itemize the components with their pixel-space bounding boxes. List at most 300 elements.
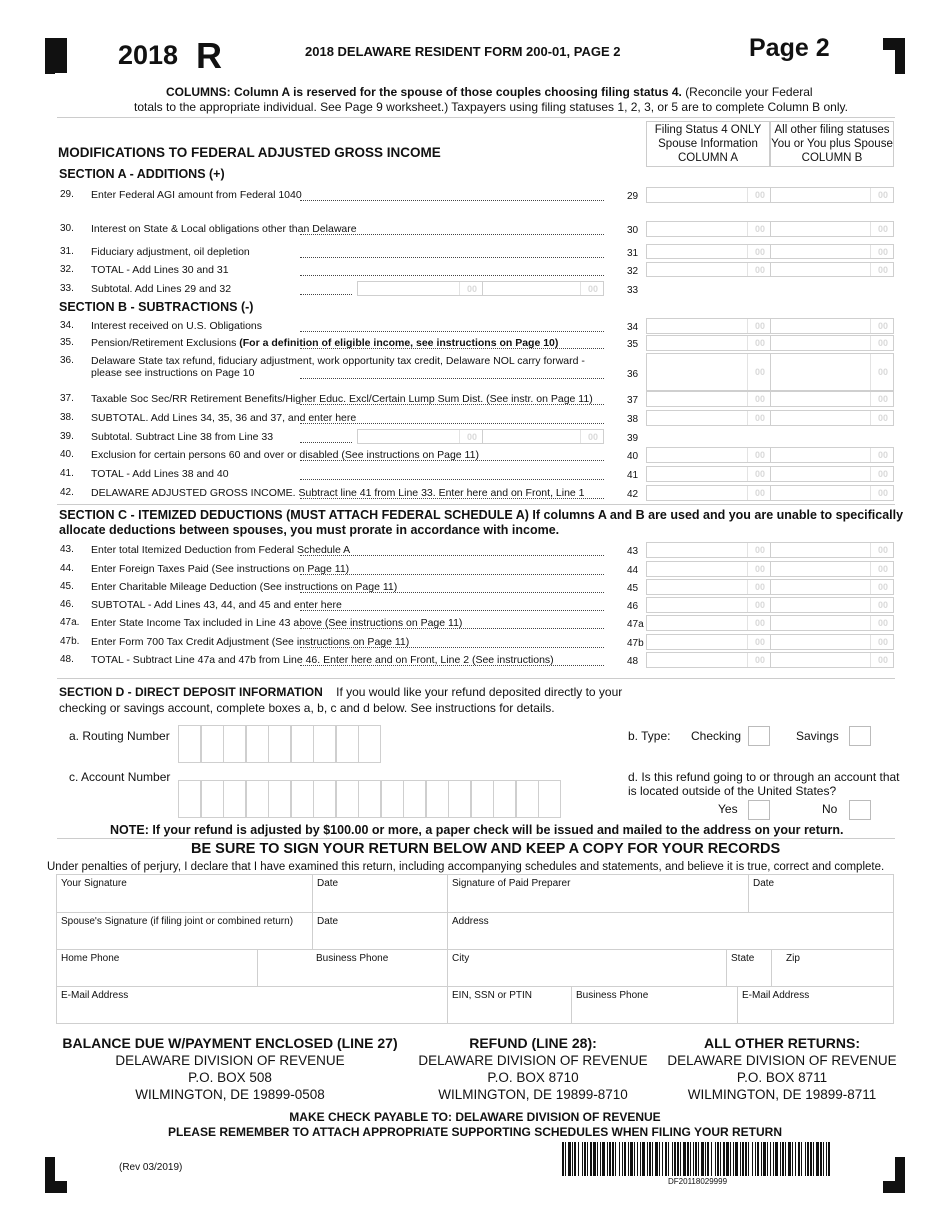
line-number: 41. — [60, 468, 74, 479]
routing-digit-box[interactable] — [313, 725, 336, 763]
routing-digit-box[interactable] — [291, 725, 314, 763]
line-description — [91, 283, 231, 295]
barcode-bar — [619, 1142, 620, 1176]
amount-column-b[interactable] — [770, 652, 894, 668]
barcode-bar — [801, 1142, 802, 1176]
amount-column-b[interactable] — [770, 447, 894, 463]
leader-dots — [300, 479, 604, 480]
amount-column-a[interactable] — [646, 597, 771, 613]
amount-column-b[interactable] — [770, 244, 894, 259]
refund-note: NOTE: If your refund is adjusted by $100.00 or more, a paper check will be issued and mailed to the address on your return. — [110, 823, 844, 837]
note-rule — [57, 838, 895, 839]
account-digit-box[interactable] — [313, 780, 336, 818]
amount-column-a-cents-divider — [747, 543, 748, 557]
barcode-bar — [763, 1142, 766, 1176]
line-number: 38. — [60, 412, 74, 423]
line-text: Enter Charitable Mileage Deduction (See instructions on Page 11) — [91, 581, 398, 593]
savings-label: Savings — [796, 729, 839, 743]
preparer-date-field[interactable] — [748, 874, 894, 913]
line-text-bold: (For a definition of eligible income, see instructions on Page 10) — [239, 337, 559, 349]
barcode-bar — [720, 1142, 721, 1176]
taxpayer-business-phone-field[interactable] — [257, 949, 448, 987]
line-reference: 46 — [627, 601, 639, 612]
address-line3: WILMINGTON, DE 19899-8710 — [438, 1087, 628, 1102]
barcode — [562, 1142, 832, 1176]
amount-column-b[interactable] — [770, 318, 894, 334]
amount-column-a-cents-divider — [747, 245, 748, 258]
account-digit-box[interactable] — [516, 780, 539, 818]
account-digit-box[interactable] — [358, 780, 381, 818]
foreign-no-label: No — [822, 802, 838, 816]
line-text: DELAWARE ADJUSTED GROSS INCOME. Subtract line 41 from Line 33. Enter here and on Front, Line 1 — [91, 487, 585, 499]
barcode-bar — [798, 1142, 800, 1176]
amount-column-b-cents: 00 — [877, 190, 888, 200]
barcode-bar — [695, 1142, 697, 1176]
line-description — [91, 320, 262, 332]
amount-column-b-cents-divider — [870, 448, 871, 462]
line-text: Subtotal. Add Lines 29 and 32 — [91, 283, 232, 295]
address-line1: DELAWARE DIVISION OF REVENUE — [667, 1053, 897, 1068]
spouse-date-field[interactable] — [312, 912, 448, 950]
routing-digit-box[interactable] — [178, 725, 201, 763]
amount-column-a-cents: 00 — [466, 283, 477, 294]
line-text: Fiduciary adjustment, oil depletion — [91, 246, 250, 258]
account-digit-box[interactable] — [538, 780, 561, 818]
barcode-bar — [572, 1142, 573, 1176]
amount-column-b[interactable] — [482, 429, 604, 444]
line-text: SUBTOTAL - Add Lines 43, 44, and 45 and enter here — [91, 599, 342, 611]
line-number: 36. — [60, 355, 74, 366]
line-description — [91, 431, 273, 443]
amount-column-b[interactable] — [482, 281, 604, 296]
amount-column-a-cents: 00 — [754, 469, 765, 479]
line-number: 48. — [60, 654, 74, 665]
barcode-bar — [715, 1142, 716, 1176]
column-b-header-line1: All other filing statuses — [774, 124, 890, 136]
routing-digit-box[interactable] — [268, 725, 291, 763]
corner-mark-top-left-h — [45, 38, 67, 50]
spouse-signature-field[interactable] — [56, 912, 313, 950]
account-digit-box[interactable] — [291, 780, 314, 818]
line-text: Interest received on U.S. Obligations — [91, 320, 263, 332]
form-title: 2018 DELAWARE RESIDENT FORM 200-01, PAGE 2 — [305, 44, 621, 59]
barcode-bar — [587, 1142, 588, 1176]
barcode-bar — [755, 1142, 756, 1176]
line-reference: 33 — [627, 285, 639, 296]
amount-column-b[interactable] — [770, 634, 894, 650]
top-rule — [57, 117, 895, 118]
line-number: 37. — [60, 393, 74, 404]
preparer-address-field[interactable] — [447, 912, 894, 950]
line-number: 42. — [60, 487, 74, 498]
amount-column-b[interactable] — [770, 615, 894, 631]
barcode-bar — [628, 1142, 629, 1176]
checking-label: Checking — [691, 729, 742, 743]
corner-mark-top-right-h — [883, 38, 905, 50]
barcode-bar — [609, 1142, 611, 1176]
address-other — [662, 1035, 902, 1103]
amount-column-b-cents: 00 — [877, 321, 888, 331]
address-line3: WILMINGTON, DE 19899-0508 — [135, 1087, 325, 1102]
line-reference: 47a — [627, 619, 644, 630]
section-d-rule — [57, 678, 895, 679]
amount-column-a-cents-divider — [747, 263, 748, 276]
amount-column-b-cents-divider — [870, 392, 871, 406]
line-reference: 29 — [627, 191, 639, 202]
city-label: City — [452, 953, 470, 964]
foreign-account-question-1: d. Is this refund going to or through an account that — [628, 770, 900, 784]
amount-column-b[interactable] — [770, 391, 894, 407]
line-number: 30. — [60, 223, 74, 234]
barcode-bar — [828, 1142, 830, 1176]
barcode-bar — [578, 1142, 579, 1176]
line-description — [91, 246, 250, 258]
amount-column-a[interactable] — [646, 221, 771, 237]
line-number: 39. — [60, 431, 74, 442]
address-heading: ALL OTHER RETURNS: — [703, 1035, 861, 1051]
barcode-bar — [785, 1142, 786, 1176]
column-b-header — [770, 121, 894, 167]
barcode-bar — [752, 1142, 753, 1176]
account-digit-box[interactable] — [246, 780, 269, 818]
routing-digit-box[interactable] — [223, 725, 246, 763]
amount-column-b[interactable] — [770, 353, 894, 391]
routing-digit-box[interactable] — [246, 725, 269, 763]
amount-column-a[interactable] — [646, 615, 771, 631]
amount-column-b[interactable] — [770, 221, 894, 237]
amount-column-b[interactable] — [770, 262, 894, 277]
amount-column-a[interactable] — [646, 652, 771, 668]
barcode-bar — [807, 1142, 809, 1176]
barcode-bar — [602, 1142, 605, 1176]
leader-dots — [300, 628, 604, 629]
amount-column-a-cents-divider — [459, 430, 460, 443]
amount-column-a[interactable] — [646, 634, 771, 650]
line-reference: 31 — [627, 248, 639, 259]
account-type-label: b. Type: — [628, 729, 671, 743]
barcode-bar — [820, 1142, 822, 1176]
preparer-email-field[interactable] — [737, 986, 894, 1024]
amount-column-a[interactable] — [646, 262, 771, 277]
page-label: Page 2 — [749, 34, 830, 62]
perjury-statement: Under penalties of perjury, I declare that I have examined this return, including accompanying schedules and statements, and believe it is true, correct and complete. — [47, 861, 885, 873]
amount-column-b[interactable] — [770, 485, 894, 501]
routing-digit-box[interactable] — [358, 725, 381, 763]
address-line1: DELAWARE DIVISION OF REVENUE — [115, 1053, 345, 1068]
leader-dots — [300, 592, 604, 593]
barcode-bar — [607, 1142, 608, 1176]
line-text: Enter State Income Tax included in Line 43 above (See instructions on Page 11) — [91, 617, 463, 629]
barcode-bar — [624, 1142, 626, 1176]
amount-column-a-cents-divider — [747, 222, 748, 236]
amount-column-a-cents: 00 — [754, 246, 765, 257]
account-digit-box[interactable] — [178, 780, 201, 818]
barcode-bar — [690, 1142, 691, 1176]
city-field[interactable] — [447, 949, 727, 987]
address-line2: P.O. BOX 8710 — [487, 1070, 579, 1085]
barcode-bar — [782, 1142, 784, 1176]
account-digit-box[interactable] — [268, 780, 291, 818]
column-b-header-line3: COLUMN B — [801, 152, 863, 164]
amount-column-a-cents-divider — [747, 653, 748, 667]
account-digit-box[interactable] — [403, 780, 426, 818]
line-text: Subtotal. Subtract Line 38 from Line 33 — [91, 431, 274, 443]
barcode-bar — [630, 1142, 633, 1176]
account-digit-box[interactable] — [471, 780, 494, 818]
barcode-bar — [680, 1142, 681, 1176]
barcode-bar — [590, 1142, 592, 1176]
amount-column-b[interactable] — [770, 410, 894, 426]
barcode-bar — [655, 1142, 658, 1176]
columns-note-line2: totals to the appropriate individual. See Page 9 worksheet.) Taxpayers using filing statuses 1, 2, 3, or 5 are to complete Column B only. — [134, 100, 848, 114]
amount-column-a[interactable] — [646, 410, 771, 426]
barcode-bar — [757, 1142, 759, 1176]
amount-column-b-cents-divider — [580, 430, 581, 443]
line-reference: 45 — [627, 583, 639, 594]
line-reference: 36 — [627, 369, 639, 380]
barcode-bar — [637, 1142, 638, 1176]
line-text: TOTAL - Subtract Line 47a and 47b from Line 46. Enter here and on Front, Line 2 (See instructions) — [91, 654, 554, 666]
amount-column-a[interactable] — [646, 447, 771, 463]
account-digit-box[interactable] — [426, 780, 449, 818]
amount-column-a-cents-divider — [747, 616, 748, 630]
foreign-account-question-2: is located outside of the United States? — [628, 784, 837, 798]
your-signature-field[interactable] — [56, 874, 313, 913]
payable-note: MAKE CHECK PAYABLE TO: DELAWARE DIVISION OF REVENUE — [289, 1110, 661, 1124]
leader-dots — [300, 610, 604, 611]
amount-column-a[interactable] — [646, 335, 771, 351]
email-label: E-Mail Address — [61, 990, 129, 1001]
section-c-title-line1: SECTION C - ITEMIZED DEDUCTIONS (MUST ATTACH FEDERAL SCHEDULE A) If columns A and B are used and you are unable to specifically — [59, 508, 904, 522]
columns-note-line1 — [166, 85, 813, 99]
amount-column-a[interactable] — [646, 391, 771, 407]
barcode-bar — [711, 1142, 712, 1176]
barcode-bar — [568, 1142, 571, 1176]
routing-digit-box[interactable] — [336, 725, 359, 763]
amount-column-a-cents: 00 — [754, 224, 765, 234]
form-letter: R — [196, 35, 222, 76]
barcode-bar — [622, 1142, 623, 1176]
line-text: Enter Foreign Taxes Paid (See instructions on Page 11) — [91, 563, 350, 575]
taxpayer-email-field[interactable] — [56, 986, 448, 1024]
foreign-yes-checkbox[interactable] — [748, 800, 770, 820]
line-reference: 44 — [627, 565, 639, 576]
attach-note: PLEASE REMEMBER TO ATTACH APPROPRIATE SUPPORTING SCHEDULES WHEN FILING YOUR RETURN — [167, 1125, 783, 1139]
preparer-signature-label: Signature of Paid Preparer — [452, 878, 571, 889]
barcode-bar — [677, 1142, 679, 1176]
leader-dots — [300, 200, 604, 201]
ein-ssn-ptin-field[interactable] — [447, 986, 572, 1024]
barcode-image — [562, 1142, 832, 1176]
home-phone-field[interactable] — [56, 949, 258, 987]
section-a-title: SECTION A - ADDITIONS (+) — [59, 167, 225, 181]
barcode-bar — [805, 1142, 806, 1176]
barcode-bar — [597, 1142, 598, 1176]
amount-column-a[interactable] — [646, 542, 771, 558]
amount-column-b-cents: 00 — [877, 488, 888, 498]
barcode-bar — [788, 1142, 791, 1176]
amount-column-a[interactable] — [357, 429, 483, 444]
line-reference: 35 — [627, 339, 639, 350]
account-digit-box[interactable] — [223, 780, 246, 818]
amount-column-b[interactable] — [770, 597, 894, 613]
column-a-header-line3: COLUMN A — [677, 152, 739, 164]
preparer-signature-field[interactable] — [447, 874, 749, 913]
savings-checkbox[interactable] — [849, 726, 871, 746]
amount-column-b[interactable] — [770, 466, 894, 482]
line-reference: 32 — [627, 266, 639, 277]
amount-column-a-cents: 00 — [754, 190, 765, 200]
line-reference: 39 — [627, 433, 639, 444]
amount-column-a-cents-divider — [459, 282, 460, 295]
amount-column-a-cents-divider — [747, 562, 748, 576]
amount-column-a-cents-divider — [747, 392, 748, 406]
barcode-bar — [647, 1142, 648, 1176]
amount-column-a-cents: 00 — [754, 564, 765, 574]
amount-column-b-cents-divider — [870, 580, 871, 594]
amount-column-a-cents: 00 — [754, 394, 765, 404]
state-label: State — [731, 953, 755, 964]
barcode-bar — [795, 1142, 796, 1176]
spouse-signature-label: Spouse's Signature (if filing joint or combined return) — [61, 916, 294, 927]
section-d-text2: checking or savings account, complete boxes a, b, c and d below. See instructions for details. — [59, 701, 555, 715]
line-description — [91, 189, 302, 201]
line-number: 33. — [60, 283, 74, 294]
amount-column-a-cents-divider — [747, 336, 748, 350]
amount-column-b-cents-divider — [870, 616, 871, 630]
address-balance-due — [40, 1035, 420, 1103]
amount-column-b-cents: 00 — [877, 655, 888, 665]
preparer-email-label: E-Mail Address — [742, 990, 810, 1001]
amount-column-a[interactable] — [646, 187, 771, 203]
amount-column-b-cents-divider — [870, 263, 871, 276]
amount-column-a-cents: 00 — [754, 367, 765, 377]
amount-column-b-cents-divider — [870, 188, 871, 202]
amount-column-a[interactable] — [646, 244, 771, 259]
amount-column-b[interactable] — [770, 579, 894, 595]
preparer-business-phone-field[interactable] — [571, 986, 738, 1024]
line-number: 29. — [60, 189, 74, 200]
home-phone-label: Home Phone — [61, 953, 120, 964]
business-phone-label: Business Phone — [316, 953, 389, 964]
amount-column-b-cents: 00 — [877, 338, 888, 348]
foreign-no-checkbox[interactable] — [849, 800, 871, 820]
account-number-label: c. Account Number — [69, 770, 171, 784]
barcode-bar — [701, 1142, 704, 1176]
amount-column-b-cents: 00 — [877, 450, 888, 460]
barcode-bar — [640, 1142, 641, 1176]
amount-column-b[interactable] — [770, 542, 894, 558]
line-number: 45. — [60, 581, 74, 592]
line-number: 35. — [60, 337, 74, 348]
preparer-business-phone-label: Business Phone — [576, 990, 649, 1001]
amount-column-a[interactable] — [646, 579, 771, 595]
leader-dots — [300, 498, 604, 499]
amount-column-b-cents: 00 — [877, 246, 888, 257]
address-refund — [413, 1035, 653, 1103]
amount-column-b-cents-divider — [870, 222, 871, 236]
barcode-bar — [668, 1142, 669, 1176]
barcode-bar — [730, 1142, 731, 1176]
line-text: Interest on State & Local obligations other than Delaware — [91, 223, 357, 235]
leader-dots — [300, 331, 604, 332]
barcode-bar — [600, 1142, 601, 1176]
line-reference: 34 — [627, 322, 639, 333]
amount-column-a[interactable] — [646, 561, 771, 577]
amount-column-a[interactable] — [646, 485, 771, 501]
line-reference: 40 — [627, 451, 639, 462]
line-number: 40. — [60, 449, 74, 460]
amount-column-a[interactable] — [646, 466, 771, 482]
line-number: 43. — [60, 544, 74, 555]
amount-column-a-cents-divider — [747, 188, 748, 202]
checking-checkbox[interactable] — [748, 726, 770, 746]
amount-column-a[interactable] — [646, 353, 771, 391]
section-d-heading — [59, 685, 622, 699]
your-signature-date-field[interactable] — [312, 874, 448, 913]
barcode-bar — [662, 1142, 663, 1176]
amount-column-b-cents-divider — [870, 354, 871, 390]
amount-column-b[interactable] — [770, 561, 894, 577]
amount-column-b-cents: 00 — [877, 637, 888, 647]
account-digit-box[interactable] — [493, 780, 516, 818]
amount-column-b[interactable] — [770, 187, 894, 203]
amount-column-a-cents: 00 — [754, 582, 765, 592]
zip-field[interactable] — [771, 949, 894, 987]
amount-column-b-cents: 00 — [877, 224, 888, 234]
account-digit-box[interactable] — [448, 780, 471, 818]
leader-dots — [300, 423, 604, 424]
amount-column-b-cents: 00 — [877, 367, 888, 377]
amount-column-a-cents-divider — [747, 319, 748, 333]
amount-column-a[interactable] — [357, 281, 483, 296]
state-field[interactable] — [726, 949, 772, 987]
line-text: Delaware State tax refund, fiduciary adjustment, work opportunity tax credit, Delaware NOL carry forward - — [91, 355, 585, 367]
amount-column-b-cents-divider — [870, 635, 871, 649]
barcode-bar — [687, 1142, 689, 1176]
section-d-text1: If you would like your refund deposited directly to your — [336, 685, 623, 699]
leader-dots — [300, 294, 352, 295]
barcode-bar — [816, 1142, 819, 1176]
date-label: Date — [317, 878, 339, 889]
zip-label: Zip — [786, 953, 800, 964]
line-description-cont: please see instructions on Page 10 — [91, 367, 255, 379]
corner-mark-bottom-left-h — [45, 1181, 67, 1193]
line-reference: 47b — [627, 638, 644, 649]
account-digit-box[interactable] — [201, 780, 224, 818]
amount-column-b-cents-divider — [870, 467, 871, 481]
account-digit-box[interactable] — [336, 780, 359, 818]
account-digit-box[interactable] — [381, 780, 404, 818]
barcode-bar — [775, 1142, 778, 1176]
line-number: 32. — [60, 264, 74, 275]
your-signature-label: Your Signature — [61, 878, 127, 889]
barcode-bar — [698, 1142, 699, 1176]
barcode-bar — [813, 1142, 814, 1176]
amount-column-b[interactable] — [770, 335, 894, 351]
leader-dots — [300, 234, 604, 235]
routing-digit-box[interactable] — [201, 725, 224, 763]
amount-column-a-cents-divider — [747, 411, 748, 425]
columns-note-bold: COLUMNS: Column A is reserved for the spouse of those couples choosing filing status 4. — [166, 85, 682, 99]
barcode-bar — [740, 1142, 741, 1176]
column-a-header-line1: Filing Status 4 ONLY — [654, 124, 762, 136]
barcode-bar — [707, 1142, 709, 1176]
address-heading: REFUND (LINE 28): — [469, 1035, 597, 1051]
line-description — [91, 355, 585, 367]
amount-column-a[interactable] — [646, 318, 771, 334]
amount-column-a-cents: 00 — [466, 431, 477, 442]
